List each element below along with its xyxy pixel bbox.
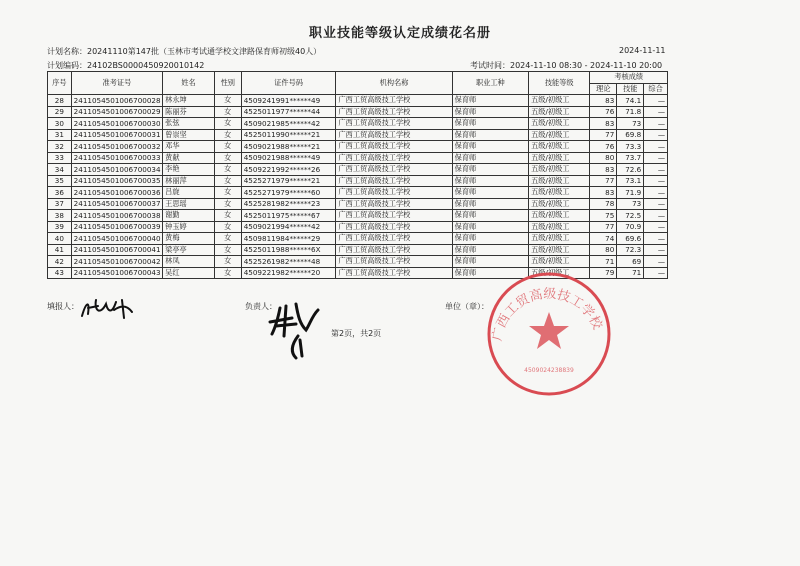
cell-level: 五级/初级工 <box>529 187 590 199</box>
cell-org: 广西工贸高级技工学校 <box>336 95 452 107</box>
cell-name: 钟玉婷 <box>163 221 215 233</box>
cell-gender: 女 <box>214 256 241 268</box>
cell-gender: 女 <box>214 106 241 118</box>
cell-overall: — <box>644 233 668 245</box>
cell-job: 保育师 <box>452 129 528 141</box>
cell-level: 五级/初级工 <box>529 233 590 245</box>
cell-job: 保育师 <box>452 175 528 187</box>
cell-org: 广西工贸高级技工学校 <box>336 221 452 233</box>
cell-theory: 74 <box>590 233 617 245</box>
cell-org: 广西工贸高级技工学校 <box>336 256 452 268</box>
cell-name: 吕旋 <box>163 187 215 199</box>
cell-exam-no: 2411054501006700028 <box>71 95 162 107</box>
cell-org: 广西工贸高级技工学校 <box>336 267 452 279</box>
cell-level: 五级/初级工 <box>529 129 590 141</box>
exam-time: 考试时间：2024-11-10 08:30 - 2024-11-10 20:00 <box>470 61 663 70</box>
filler-signature <box>78 296 138 324</box>
cell-overall: — <box>644 141 668 153</box>
cell-seq: 41 <box>48 244 72 256</box>
header-seq: 序号 <box>48 72 72 95</box>
cell-level: 五级/初级工 <box>529 244 590 256</box>
cell-name: 谢勤 <box>163 210 215 222</box>
cell-skill: 72.5 <box>617 210 644 222</box>
header-level: 技能等级 <box>529 72 590 95</box>
table-row <box>48 106 668 118</box>
cell-org: 广西工贸高级技工学校 <box>336 187 452 199</box>
cell-theory: 83 <box>590 164 617 176</box>
official-seal <box>483 268 615 400</box>
cell-id-no: 4509811984******29 <box>241 233 336 245</box>
table-row <box>48 187 668 199</box>
cell-seq: 35 <box>48 175 72 187</box>
cell-skill: 73 <box>617 198 644 210</box>
cell-overall: — <box>644 244 668 256</box>
cell-theory: 83 <box>590 118 617 130</box>
cell-name: 黄梅 <box>163 233 215 245</box>
cell-job: 保育师 <box>452 152 528 164</box>
seal-name: 广西工贸高级技工学校 <box>490 286 605 343</box>
cell-seq: 34 <box>48 164 72 176</box>
cell-level: 五级/初级工 <box>529 198 590 210</box>
cell-exam-no: 2411054501006700037 <box>71 198 162 210</box>
cell-level: 五级/初级工 <box>529 152 590 164</box>
cell-level: 五级/初级工 <box>529 141 590 153</box>
cell-job: 保育师 <box>452 106 528 118</box>
header-scores: 考核成绩 <box>590 72 668 84</box>
cell-overall: — <box>644 175 668 187</box>
cell-id-no: 4525011988******6X <box>241 244 336 256</box>
cell-overall: — <box>644 152 668 164</box>
cell-skill: 73.1 <box>617 175 644 187</box>
cell-level: 五级/初级工 <box>529 267 590 279</box>
cell-id-no: 4509241991******49 <box>241 95 336 107</box>
cell-overall: — <box>644 210 668 222</box>
cell-overall: — <box>644 221 668 233</box>
cell-id-no: 4525281982******23 <box>241 198 336 210</box>
cell-org: 广西工贸高级技工学校 <box>336 141 452 153</box>
cell-skill: 70.9 <box>617 221 644 233</box>
cell-gender: 女 <box>214 164 241 176</box>
cell-theory: 83 <box>590 187 617 199</box>
cell-theory: 78 <box>590 198 617 210</box>
cell-skill: 73 <box>617 118 644 130</box>
cell-name: 林凤 <box>163 256 215 268</box>
cell-seq: 28 <box>48 95 72 107</box>
cell-gender: 女 <box>214 141 241 153</box>
cell-skill: 74.1 <box>617 95 644 107</box>
cell-gender: 女 <box>214 118 241 130</box>
table-row <box>48 244 668 256</box>
cell-id-no: 4525271979******60 <box>241 187 336 199</box>
cell-gender: 女 <box>214 244 241 256</box>
cell-gender: 女 <box>214 198 241 210</box>
cell-theory: 77 <box>590 129 617 141</box>
cell-name: 林丽萍 <box>163 175 215 187</box>
cell-job: 保育师 <box>452 210 528 222</box>
cell-overall: — <box>644 95 668 107</box>
cell-id-no: 4509221982******20 <box>241 267 336 279</box>
cell-job: 保育师 <box>452 256 528 268</box>
cell-job: 保育师 <box>452 187 528 199</box>
cell-org: 广西工贸高级技工学校 <box>336 118 452 130</box>
cell-gender: 女 <box>214 210 241 222</box>
cell-theory: 75 <box>590 210 617 222</box>
cell-name: 林永坤 <box>163 95 215 107</box>
cell-job: 保育师 <box>452 233 528 245</box>
cell-gender: 女 <box>214 95 241 107</box>
cell-name: 王思瑶 <box>163 198 215 210</box>
table-row <box>48 118 668 130</box>
cell-name: 黄献 <box>163 152 215 164</box>
cell-skill: 73.7 <box>617 152 644 164</box>
cell-exam-no: 2411054501006700033 <box>71 152 162 164</box>
cell-level: 五级/初级工 <box>529 210 590 222</box>
cell-exam-no: 2411054501006700038 <box>71 210 162 222</box>
cell-name: 吴红 <box>163 267 215 279</box>
report-date: 2024-11-11 <box>619 46 666 55</box>
cell-org: 广西工贸高级技工学校 <box>336 152 452 164</box>
header-overall: 综合 <box>644 83 668 95</box>
cell-id-no: 4525261982******48 <box>241 256 336 268</box>
cell-seq: 39 <box>48 221 72 233</box>
plan-code: 计划编码：24102BS000045092001014​2 <box>47 61 205 70</box>
table-row <box>48 256 668 268</box>
header-org: 机构名称 <box>336 72 452 95</box>
cell-skill: 72.3 <box>617 244 644 256</box>
cell-seq: 42 <box>48 256 72 268</box>
header-id-no: 证件号码 <box>241 72 336 95</box>
cell-id-no: 4525011990******21 <box>241 129 336 141</box>
cell-name: 邓华 <box>163 141 215 153</box>
cell-job: 保育师 <box>452 221 528 233</box>
cell-job: 保育师 <box>452 118 528 130</box>
cell-exam-no: 2411054501006700040 <box>71 233 162 245</box>
cell-seq: 40 <box>48 233 72 245</box>
cell-exam-no: 2411054501006700041 <box>71 244 162 256</box>
cell-org: 广西工贸高级技工学校 <box>336 106 452 118</box>
cell-theory: 80 <box>590 152 617 164</box>
cell-exam-no: 2411054501006700030 <box>71 118 162 130</box>
cell-gender: 女 <box>214 267 241 279</box>
cell-gender: 女 <box>214 187 241 199</box>
cell-seq: 38 <box>48 210 72 222</box>
cell-level: 五级/初级工 <box>529 106 590 118</box>
cell-name: 张弦 <box>163 118 215 130</box>
cell-skill: 71.9 <box>617 187 644 199</box>
cell-seq: 30 <box>48 118 72 130</box>
cell-exam-no: 2411054501006700031 <box>71 129 162 141</box>
cell-gender: 女 <box>214 221 241 233</box>
cell-id-no: 4525011977******44 <box>241 106 336 118</box>
cell-overall: — <box>644 129 668 141</box>
plan-name: 计划名称：20241110第147批（玉林市考试通学校文津路保育师初级40人） <box>47 47 322 56</box>
cell-seq: 36 <box>48 187 72 199</box>
cell-seq: 31 <box>48 129 72 141</box>
table-row <box>48 141 668 153</box>
cell-seq: 29 <box>48 106 72 118</box>
cell-exam-no: 2411054501006700042 <box>71 256 162 268</box>
cell-theory: 76 <box>590 106 617 118</box>
cell-exam-no: 2411054501006700035 <box>71 175 162 187</box>
cell-id-no: 4509221992******26 <box>241 164 336 176</box>
cell-skill: 72.6 <box>617 164 644 176</box>
cell-overall: — <box>644 106 668 118</box>
cell-skill: 73.3 <box>617 141 644 153</box>
header-gender: 性别 <box>214 72 241 95</box>
table-row <box>48 210 668 222</box>
cell-level: 五级/初级工 <box>529 221 590 233</box>
cell-overall: — <box>644 187 668 199</box>
table-row <box>48 233 668 245</box>
header-theory: 理论 <box>590 83 617 95</box>
cell-org: 广西工贸高级技工学校 <box>336 233 452 245</box>
cell-theory: 71 <box>590 256 617 268</box>
cell-theory: 79 <box>590 267 617 279</box>
cell-job: 保育师 <box>452 244 528 256</box>
score-table <box>47 71 668 279</box>
cell-seq: 37 <box>48 198 72 210</box>
document-title: 职业技能等级认定成绩花名册 <box>308 26 491 41</box>
cell-job: 保育师 <box>452 198 528 210</box>
filler-label: 填报人： <box>47 302 79 311</box>
cell-seq: 33 <box>48 152 72 164</box>
cell-job: 保育师 <box>452 95 528 107</box>
cell-theory: 77 <box>590 221 617 233</box>
header-job: 职业工种 <box>452 72 528 95</box>
cell-org: 广西工贸高级技工学校 <box>336 198 452 210</box>
header-skill: 技能 <box>617 83 644 95</box>
table-row <box>48 152 668 164</box>
cell-name: 梁亭亭 <box>163 244 215 256</box>
cell-level: 五级/初级工 <box>529 256 590 268</box>
cell-skill: 71 <box>617 267 644 279</box>
cell-skill: 71.8 <box>617 106 644 118</box>
cell-exam-no: 2411054501006700043 <box>71 267 162 279</box>
seal-code: 4509024238839 <box>524 367 574 374</box>
responsible-signature <box>262 296 322 362</box>
cell-theory: 80 <box>590 244 617 256</box>
cell-gender: 女 <box>214 129 241 141</box>
cell-theory: 76 <box>590 141 617 153</box>
cell-id-no: 4509021994******42 <box>241 221 336 233</box>
cell-level: 五级/初级工 <box>529 95 590 107</box>
cell-gender: 女 <box>214 152 241 164</box>
cell-exam-no: 2411054501006700036 <box>71 187 162 199</box>
cell-exam-no: 2411054501006700034 <box>71 164 162 176</box>
responsible-label: 负责人： <box>245 302 277 311</box>
cell-skill: 69.6 <box>617 233 644 245</box>
cell-exam-no: 2411054501006700029 <box>71 106 162 118</box>
cell-org: 广西工贸高级技工学校 <box>336 210 452 222</box>
cell-name: 陈丽芬 <box>163 106 215 118</box>
cell-org: 广西工贸高级技工学校 <box>336 175 452 187</box>
cell-skill: 69 <box>617 256 644 268</box>
cell-level: 五级/初级工 <box>529 164 590 176</box>
cell-overall: — <box>644 118 668 130</box>
cell-name: 李艳 <box>163 164 215 176</box>
table-row <box>48 95 668 107</box>
cell-id-no: 4509021985******42 <box>241 118 336 130</box>
cell-level: 五级/初级工 <box>529 118 590 130</box>
cell-theory: 83 <box>590 95 617 107</box>
cell-exam-no: 2411054501006700039 <box>71 221 162 233</box>
cell-job: 保育师 <box>452 141 528 153</box>
table-row <box>48 129 668 141</box>
header-exam-no: 准考证号 <box>71 72 162 95</box>
cell-skill: 69.8 <box>617 129 644 141</box>
page-info: 第2页，共2页 <box>331 329 382 338</box>
cell-job: 保育师 <box>452 164 528 176</box>
cell-overall: — <box>644 256 668 268</box>
cell-org: 广西工贸高级技工学校 <box>336 164 452 176</box>
table-body <box>48 95 668 279</box>
cell-id-no: 4509021988******21 <box>241 141 336 153</box>
cell-overall: — <box>644 198 668 210</box>
cell-theory: 77 <box>590 175 617 187</box>
header-name: 姓名 <box>163 72 215 95</box>
table-row <box>48 164 668 176</box>
cell-org: 广西工贸高级技工学校 <box>336 129 452 141</box>
cell-org: 广西工贸高级技工学校 <box>336 244 452 256</box>
table-row <box>48 175 668 187</box>
cell-gender: 女 <box>214 175 241 187</box>
cell-level: 五级/初级工 <box>529 175 590 187</box>
cell-id-no: 4509021988******49 <box>241 152 336 164</box>
unit-label: 单位（章）： <box>445 302 489 311</box>
cell-name: 曾崇坚 <box>163 129 215 141</box>
cell-seq: 32 <box>48 141 72 153</box>
cell-seq: 43 <box>48 267 72 279</box>
table-row <box>48 198 668 210</box>
cell-id-no: 4525011975******67 <box>241 210 336 222</box>
cell-overall: — <box>644 267 668 279</box>
table-row <box>48 221 668 233</box>
cell-id-no: 4525271979******21 <box>241 175 336 187</box>
cell-gender: 女 <box>214 233 241 245</box>
cell-overall: — <box>644 164 668 176</box>
cell-exam-no: 2411054501006700032 <box>71 141 162 153</box>
cell-job: 保育师 <box>452 267 528 279</box>
